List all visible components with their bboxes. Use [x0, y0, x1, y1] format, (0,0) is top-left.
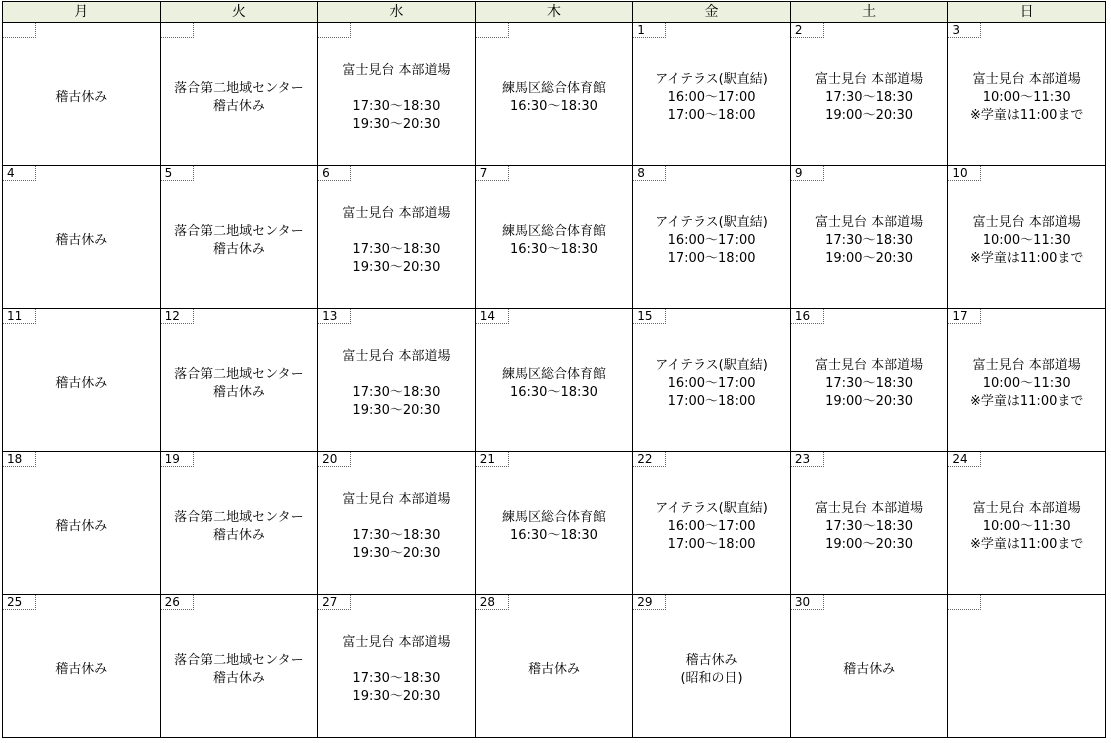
- day-schedule: 富士見台 本部道場 17:30〜18:30 19:30〜20:30: [342, 635, 451, 704]
- calendar-day-cell: [948, 452, 1106, 595]
- calendar-day-cell: [633, 23, 791, 166]
- day-number: 25: [3, 595, 36, 610]
- day-number: 4: [3, 166, 36, 181]
- day-number: 2: [791, 23, 824, 38]
- day-number: 26: [161, 595, 194, 610]
- practice-calendar: [2, 1, 1106, 738]
- day-number: 16: [791, 309, 824, 324]
- day-number: 6: [318, 166, 351, 181]
- weekday-header: 火: [160, 2, 318, 23]
- day-schedule: 稽古休み: [55, 233, 108, 248]
- weekday-header: 水: [318, 2, 476, 23]
- calendar-day-cell: [633, 309, 791, 452]
- day-schedule: 富士見台 本部道場 10:00〜11:30 ※学童は11:00まで: [970, 215, 1084, 266]
- calendar-day-cell: [948, 309, 1106, 452]
- calendar-day-cell: [160, 452, 318, 595]
- day-number: 24: [948, 452, 981, 467]
- day-number: 11: [3, 309, 36, 324]
- day-number: [318, 23, 351, 38]
- calendar-day-cell: [318, 23, 476, 166]
- day-number: 20: [318, 452, 351, 467]
- calendar-week-row: [3, 595, 1106, 738]
- day-number: [476, 23, 509, 38]
- day-schedule: 富士見台 本部道場 17:30〜18:30 19:00〜20:30: [815, 72, 924, 123]
- day-number: [3, 23, 36, 38]
- calendar-day-cell: [475, 309, 633, 452]
- day-schedule: 富士見台 本部道場 17:30〜18:30 19:00〜20:30: [815, 215, 924, 266]
- day-number: 10: [948, 166, 981, 181]
- weekday-header-row: [3, 2, 1106, 23]
- calendar-day-cell: [475, 595, 633, 738]
- calendar-day-cell: [318, 595, 476, 738]
- day-schedule: 富士見台 本部道場 10:00〜11:30 ※学童は11:00まで: [970, 501, 1084, 552]
- calendar-day-cell: [475, 23, 633, 166]
- day-number: 23: [791, 452, 824, 467]
- calendar-day-cell: [3, 166, 161, 309]
- calendar-day-cell: [318, 166, 476, 309]
- day-schedule: 稽古休み: [527, 662, 580, 677]
- calendar-week-row: [3, 23, 1106, 166]
- day-number: 13: [318, 309, 351, 324]
- calendar-week-row: [3, 309, 1106, 452]
- day-schedule: 練馬区総合体育館 16:30〜18:30: [501, 224, 606, 257]
- calendar-week-row: [3, 452, 1106, 595]
- day-number: 8: [633, 166, 666, 181]
- day-number: 18: [3, 452, 36, 467]
- calendar-day-cell: [3, 309, 161, 452]
- weekday-header: 月: [3, 2, 161, 23]
- calendar-day-cell: [3, 595, 161, 738]
- calendar-day-cell: [3, 23, 161, 166]
- calendar-day-cell: [790, 452, 948, 595]
- day-schedule: アイテラス(駅直結) 16:00〜17:00 17:00〜18:00: [655, 215, 768, 266]
- calendar-day-cell: [160, 166, 318, 309]
- day-number: 22: [633, 452, 666, 467]
- day-schedule: 落合第二地域センター 稽古休み: [174, 510, 304, 543]
- calendar-day-cell: [633, 166, 791, 309]
- day-schedule: 稽古休み: [55, 376, 108, 391]
- day-schedule: アイテラス(駅直結) 16:00〜17:00 17:00〜18:00: [655, 358, 768, 409]
- calendar-day-cell: [160, 595, 318, 738]
- day-schedule: 富士見台 本部道場 17:30〜18:30 19:30〜20:30: [342, 206, 451, 275]
- day-number: 1: [633, 23, 666, 38]
- day-schedule: 稽古休み (昭和の日): [680, 653, 743, 686]
- weekday-header: 木: [475, 2, 633, 23]
- calendar-day-cell: [318, 452, 476, 595]
- day-number: 21: [476, 452, 509, 467]
- day-schedule: 富士見台 本部道場 17:30〜18:30 19:30〜20:30: [342, 63, 451, 132]
- day-schedule: 落合第二地域センター 稽古休み: [174, 81, 304, 114]
- day-number: 12: [161, 309, 194, 324]
- day-number: 7: [476, 166, 509, 181]
- day-number: [948, 595, 981, 610]
- day-schedule: 富士見台 本部道場 17:30〜18:30 19:30〜20:30: [342, 349, 451, 418]
- day-number: 19: [161, 452, 194, 467]
- weekday-header: 金: [633, 2, 791, 23]
- calendar-day-cell: [633, 452, 791, 595]
- calendar-day-cell: [475, 452, 633, 595]
- calendar-day-cell: [160, 309, 318, 452]
- day-schedule: 落合第二地域センター 稽古休み: [174, 367, 304, 400]
- day-schedule: 練馬区総合体育館 16:30〜18:30: [501, 367, 606, 400]
- day-number: 3: [948, 23, 981, 38]
- day-number: 15: [633, 309, 666, 324]
- weekday-header: 土: [790, 2, 948, 23]
- calendar-day-cell: [790, 309, 948, 452]
- day-schedule: 富士見台 本部道場 17:30〜18:30 19:30〜20:30: [342, 492, 451, 561]
- calendar-day-cell: [948, 595, 1106, 738]
- day-schedule: 富士見台 本部道場 17:30〜18:30 19:00〜20:30: [815, 358, 924, 409]
- calendar-day-cell: [948, 166, 1106, 309]
- day-schedule: アイテラス(駅直結) 16:00〜17:00 17:00〜18:00: [655, 72, 768, 123]
- day-number: 9: [791, 166, 824, 181]
- calendar-week-row: [3, 166, 1106, 309]
- day-schedule: 落合第二地域センター 稽古休み: [174, 224, 304, 257]
- day-schedule: 練馬区総合体育館 16:30〜18:30: [501, 510, 606, 543]
- day-number: 30: [791, 595, 824, 610]
- day-schedule: 稽古休み: [55, 90, 108, 105]
- day-schedule: 富士見台 本部道場 10:00〜11:30 ※学童は11:00まで: [970, 358, 1084, 409]
- weekday-header: 日: [948, 2, 1106, 23]
- day-number: 17: [948, 309, 981, 324]
- calendar-day-cell: [3, 452, 161, 595]
- day-number: 29: [633, 595, 666, 610]
- calendar-day-cell: [318, 309, 476, 452]
- day-schedule: 落合第二地域センター 稽古休み: [174, 653, 304, 686]
- calendar-day-cell: [475, 166, 633, 309]
- day-number: 5: [161, 166, 194, 181]
- calendar-day-cell: [633, 595, 791, 738]
- day-schedule: 稽古休み: [843, 662, 896, 677]
- day-schedule: 富士見台 本部道場 10:00〜11:30 ※学童は11:00まで: [970, 72, 1084, 123]
- calendar-day-cell: [790, 23, 948, 166]
- calendar-day-cell: [160, 23, 318, 166]
- day-number: 28: [476, 595, 509, 610]
- day-schedule: 富士見台 本部道場 17:30〜18:30 19:00〜20:30: [815, 501, 924, 552]
- day-number: 14: [476, 309, 509, 324]
- calendar-day-cell: [790, 166, 948, 309]
- day-schedule: 練馬区総合体育館 16:30〜18:30: [501, 81, 606, 114]
- day-schedule: 稽古休み: [55, 662, 108, 677]
- day-schedule: アイテラス(駅直結) 16:00〜17:00 17:00〜18:00: [655, 501, 768, 552]
- day-schedule: 稽古休み: [55, 519, 108, 534]
- calendar-day-cell: [948, 23, 1106, 166]
- calendar-day-cell: [790, 595, 948, 738]
- day-number: 27: [318, 595, 351, 610]
- day-number: [161, 23, 194, 38]
